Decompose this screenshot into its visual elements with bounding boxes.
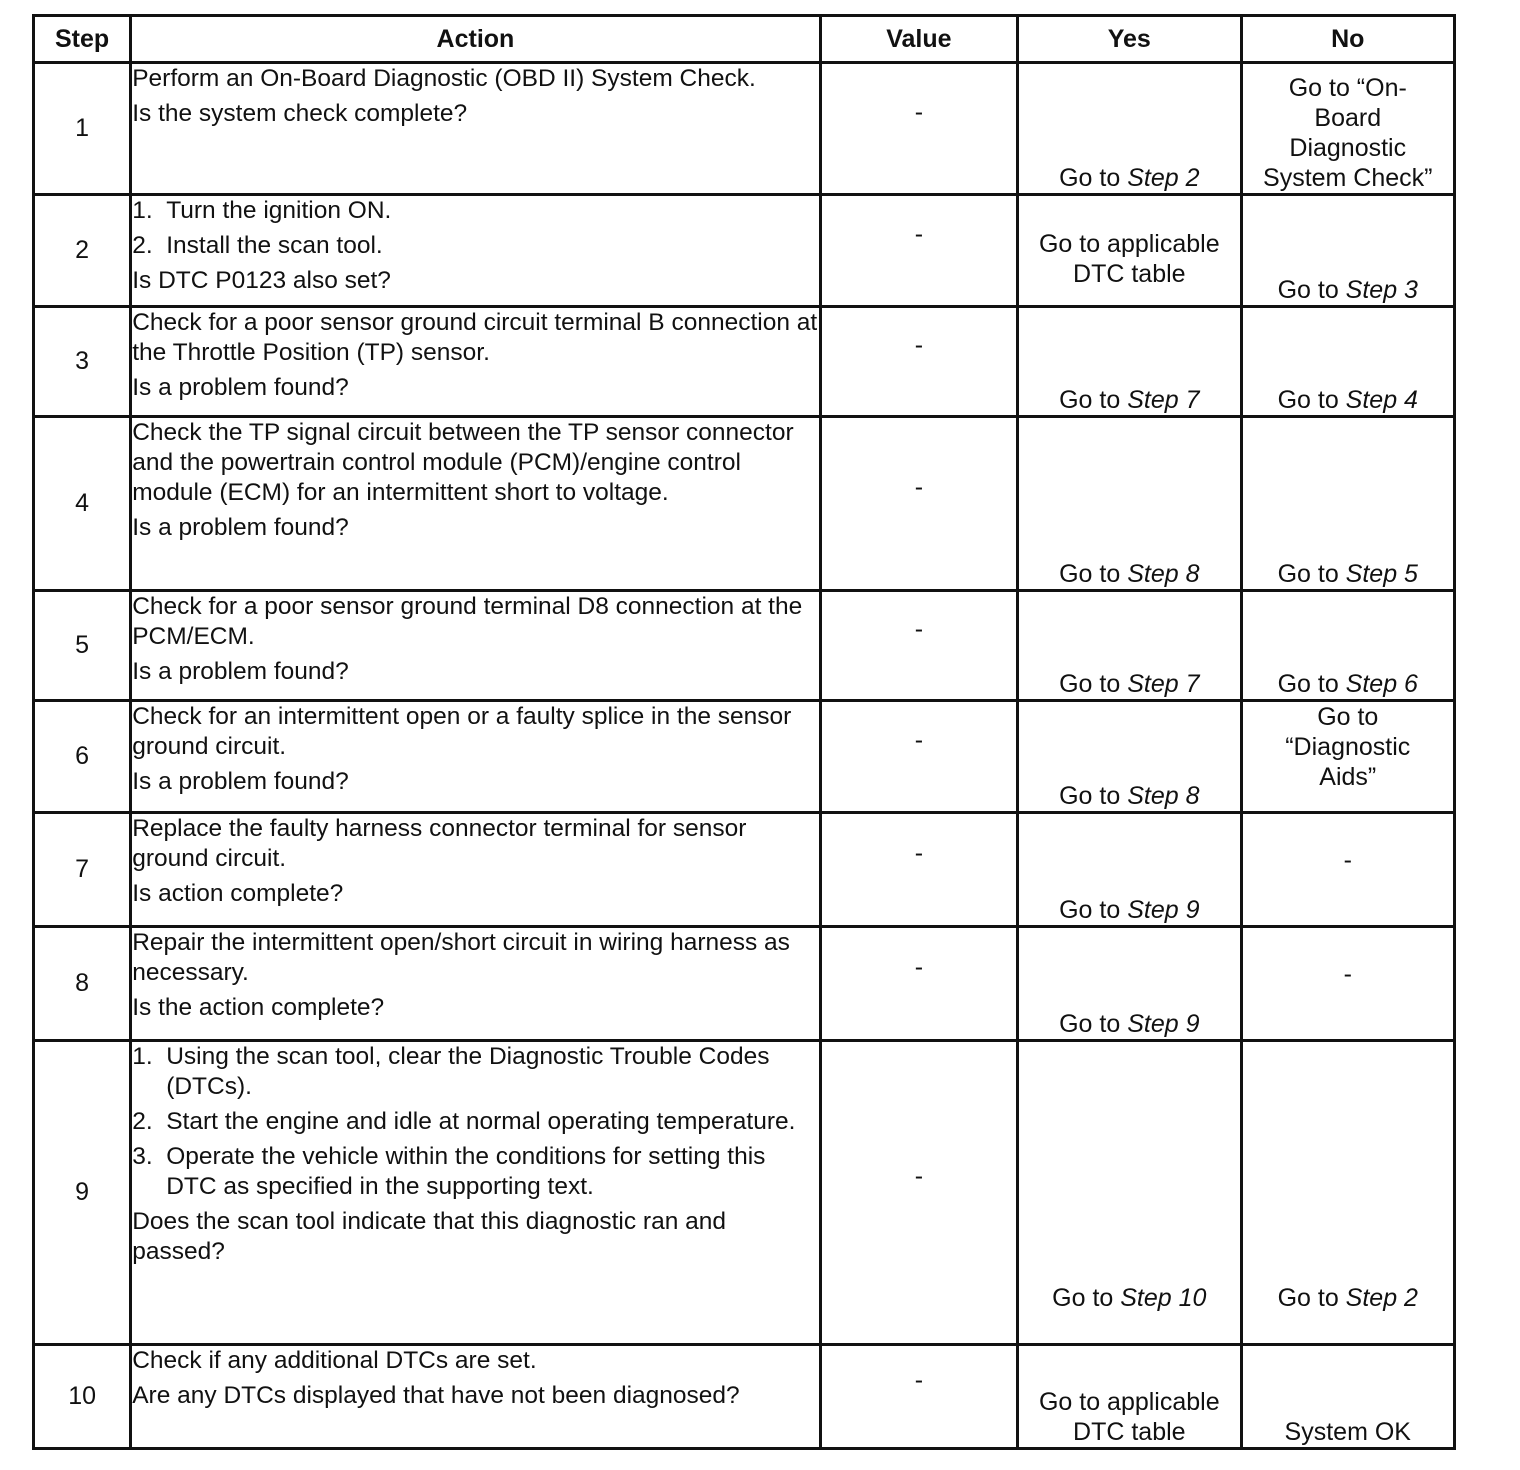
table-row — [34, 591, 1455, 701]
value-text: - — [914, 473, 924, 501]
no-step-ref: Step 5 — [1345, 560, 1418, 588]
header-value: Value — [820, 16, 1017, 63]
value-cell — [820, 307, 1017, 417]
yes-cell: Go to applicable DTC table — [1018, 195, 1241, 307]
value-cell — [820, 591, 1017, 701]
action-question: Is a problem found? — [132, 514, 349, 541]
value-cell — [820, 417, 1017, 591]
yes-step-ref: Step 7 — [1127, 386, 1200, 414]
value-text: - — [914, 839, 924, 867]
no-prefix: Go to — [1277, 670, 1346, 698]
no-cell — [1241, 1041, 1454, 1345]
step-number: 10 — [34, 1345, 131, 1449]
yes-prefix: Go to — [1059, 670, 1128, 698]
action-cell — [131, 701, 820, 813]
action-text: Replace the faulty harness connector terminal for sensor ground circuit. — [132, 815, 747, 872]
yes-step-ref: Step 7 — [1127, 670, 1200, 698]
list-item: 3. Operate the vehicle within the conditions for setting this DTC as specified in the supporting text. — [132, 1143, 766, 1200]
header-yes: Yes — [1018, 16, 1241, 63]
header-step: Step — [34, 16, 131, 63]
action-text: Check for an intermittent open or a faulty splice in the sensor ground circuit. — [132, 703, 792, 760]
no-cell — [1241, 307, 1454, 417]
value-text: - — [914, 953, 924, 981]
action-question: Is DTC P0123 also set? — [132, 267, 391, 294]
no-prefix: Go to — [1277, 276, 1346, 304]
no-text: - — [1343, 845, 1352, 874]
action-cell — [131, 417, 820, 591]
step-number: 8 — [34, 927, 131, 1041]
yes-prefix: Go to — [1059, 560, 1128, 588]
value-text: - — [914, 98, 924, 126]
action-question: Does the scan tool indicate that this diagnostic ran and passed? — [132, 1208, 727, 1265]
yes-prefix: Go to — [1059, 386, 1128, 414]
yes-cell — [1018, 813, 1241, 927]
action-question: Is a problem found? — [132, 768, 349, 795]
action-cell — [131, 195, 820, 307]
yes-cell: Go to applicable DTC table — [1018, 1345, 1241, 1449]
value-cell — [820, 927, 1017, 1041]
yes-step-ref: Step 10 — [1120, 1284, 1207, 1312]
value-cell — [820, 1041, 1017, 1345]
table-row — [34, 417, 1455, 591]
action-question: Is the action complete? — [132, 994, 385, 1021]
action-question: Is a problem found? — [132, 374, 349, 401]
step-number: 1 — [34, 63, 131, 195]
yes-step-ref: Step 9 — [1127, 1010, 1200, 1038]
value-cell — [820, 1345, 1017, 1449]
table-row — [34, 813, 1455, 927]
no-cell — [1241, 417, 1454, 591]
action-text: Check the TP signal circuit between the TP sensor connector and the powertrain control module (PCM)/engine control module (ECM) for an intermittent short to voltage. — [132, 419, 794, 506]
no-cell: System OK — [1241, 1345, 1454, 1449]
value-cell — [820, 701, 1017, 813]
yes-cell — [1018, 1041, 1241, 1345]
value-cell — [820, 195, 1017, 307]
no-step-ref: Step 4 — [1345, 386, 1418, 414]
yes-prefix: Go to — [1059, 896, 1128, 924]
action-cell — [131, 1041, 820, 1345]
header-row — [34, 16, 1455, 63]
action-cell — [131, 813, 820, 927]
yes-prefix: Go to — [1059, 164, 1128, 192]
no-cell — [1241, 813, 1454, 927]
table-row — [34, 701, 1455, 813]
action-text: Check if any additional DTCs are set. — [132, 1347, 537, 1374]
action-cell — [131, 927, 820, 1041]
action-text: Check for a poor sensor ground terminal D8 connection at the PCM/ECM. — [132, 593, 803, 650]
no-prefix: Go to — [1277, 1284, 1346, 1312]
yes-prefix: Go to — [1059, 1010, 1128, 1038]
step-number: 5 — [34, 591, 131, 701]
yes-step-ref: Step 9 — [1127, 896, 1200, 924]
table-row — [34, 1041, 1455, 1345]
no-cell: Go to “Diagnostic Aids” — [1241, 701, 1454, 813]
yes-step-ref: Step 8 — [1127, 560, 1200, 588]
yes-cell — [1018, 417, 1241, 591]
no-text: - — [1343, 959, 1352, 988]
value-text: - — [914, 726, 924, 754]
no-cell: Go to “On-Board Diagnostic System Check” — [1241, 63, 1454, 195]
value-text: - — [914, 331, 924, 359]
action-cell — [131, 1345, 820, 1449]
list-item: 2. Install the scan tool. — [132, 232, 383, 259]
no-step-ref: Step 2 — [1345, 1284, 1418, 1312]
yes-cell — [1018, 63, 1241, 195]
value-cell — [820, 63, 1017, 195]
header-action: Action — [131, 16, 820, 63]
no-cell — [1241, 195, 1454, 307]
no-prefix: Go to — [1277, 560, 1346, 588]
no-prefix: Go to — [1277, 386, 1346, 414]
action-question: Is the system check complete? — [132, 100, 468, 127]
action-text: Check for a poor sensor ground circuit terminal B connection at the Throttle Position (TP) sensor. — [132, 309, 818, 366]
list-item: 1. Turn the ignition ON. — [132, 197, 392, 224]
step-number: 3 — [34, 307, 131, 417]
yes-cell — [1018, 307, 1241, 417]
value-text: - — [914, 220, 924, 248]
table-row — [34, 195, 1455, 307]
value-text: - — [914, 1366, 924, 1394]
action-cell — [131, 307, 820, 417]
step-number: 4 — [34, 417, 131, 591]
value-text: - — [914, 615, 924, 643]
yes-prefix: Go to — [1052, 1284, 1121, 1312]
yes-step-ref: Step 8 — [1127, 782, 1200, 810]
value-text: - — [914, 1162, 924, 1190]
list-item: 2. Start the engine and idle at normal operating temperature. — [132, 1108, 796, 1135]
table-row — [34, 307, 1455, 417]
action-text: Perform an On-Board Diagnostic (OBD II) System Check. — [132, 65, 756, 92]
step-number: 2 — [34, 195, 131, 307]
no-cell — [1241, 591, 1454, 701]
yes-cell — [1018, 701, 1241, 813]
step-number: 9 — [34, 1041, 131, 1345]
list-item: 1. Using the scan tool, clear the Diagnostic Trouble Codes (DTCs). — [132, 1043, 770, 1100]
action-question: Is a problem found? — [132, 658, 349, 685]
table-row — [34, 927, 1455, 1041]
no-step-ref: Step 6 — [1345, 670, 1418, 698]
value-cell — [820, 813, 1017, 927]
step-number: 6 — [34, 701, 131, 813]
no-step-ref: Step 3 — [1345, 276, 1418, 304]
yes-cell — [1018, 591, 1241, 701]
action-cell — [131, 591, 820, 701]
table-row — [34, 63, 1455, 195]
yes-step-ref: Step 2 — [1127, 164, 1200, 192]
action-question: Is action complete? — [132, 880, 344, 907]
header-no: No — [1241, 16, 1454, 63]
step-number: 7 — [34, 813, 131, 927]
action-question: Are any DTCs displayed that have not been diagnosed? — [132, 1382, 740, 1409]
action-cell — [131, 63, 820, 195]
yes-prefix: Go to — [1059, 782, 1128, 810]
table-row — [34, 1345, 1455, 1449]
yes-cell — [1018, 927, 1241, 1041]
action-text: Repair the intermittent open/short circuit in wiring harness as necessary. — [132, 929, 790, 986]
diagnostic-table — [32, 14, 1456, 1450]
no-cell — [1241, 927, 1454, 1041]
